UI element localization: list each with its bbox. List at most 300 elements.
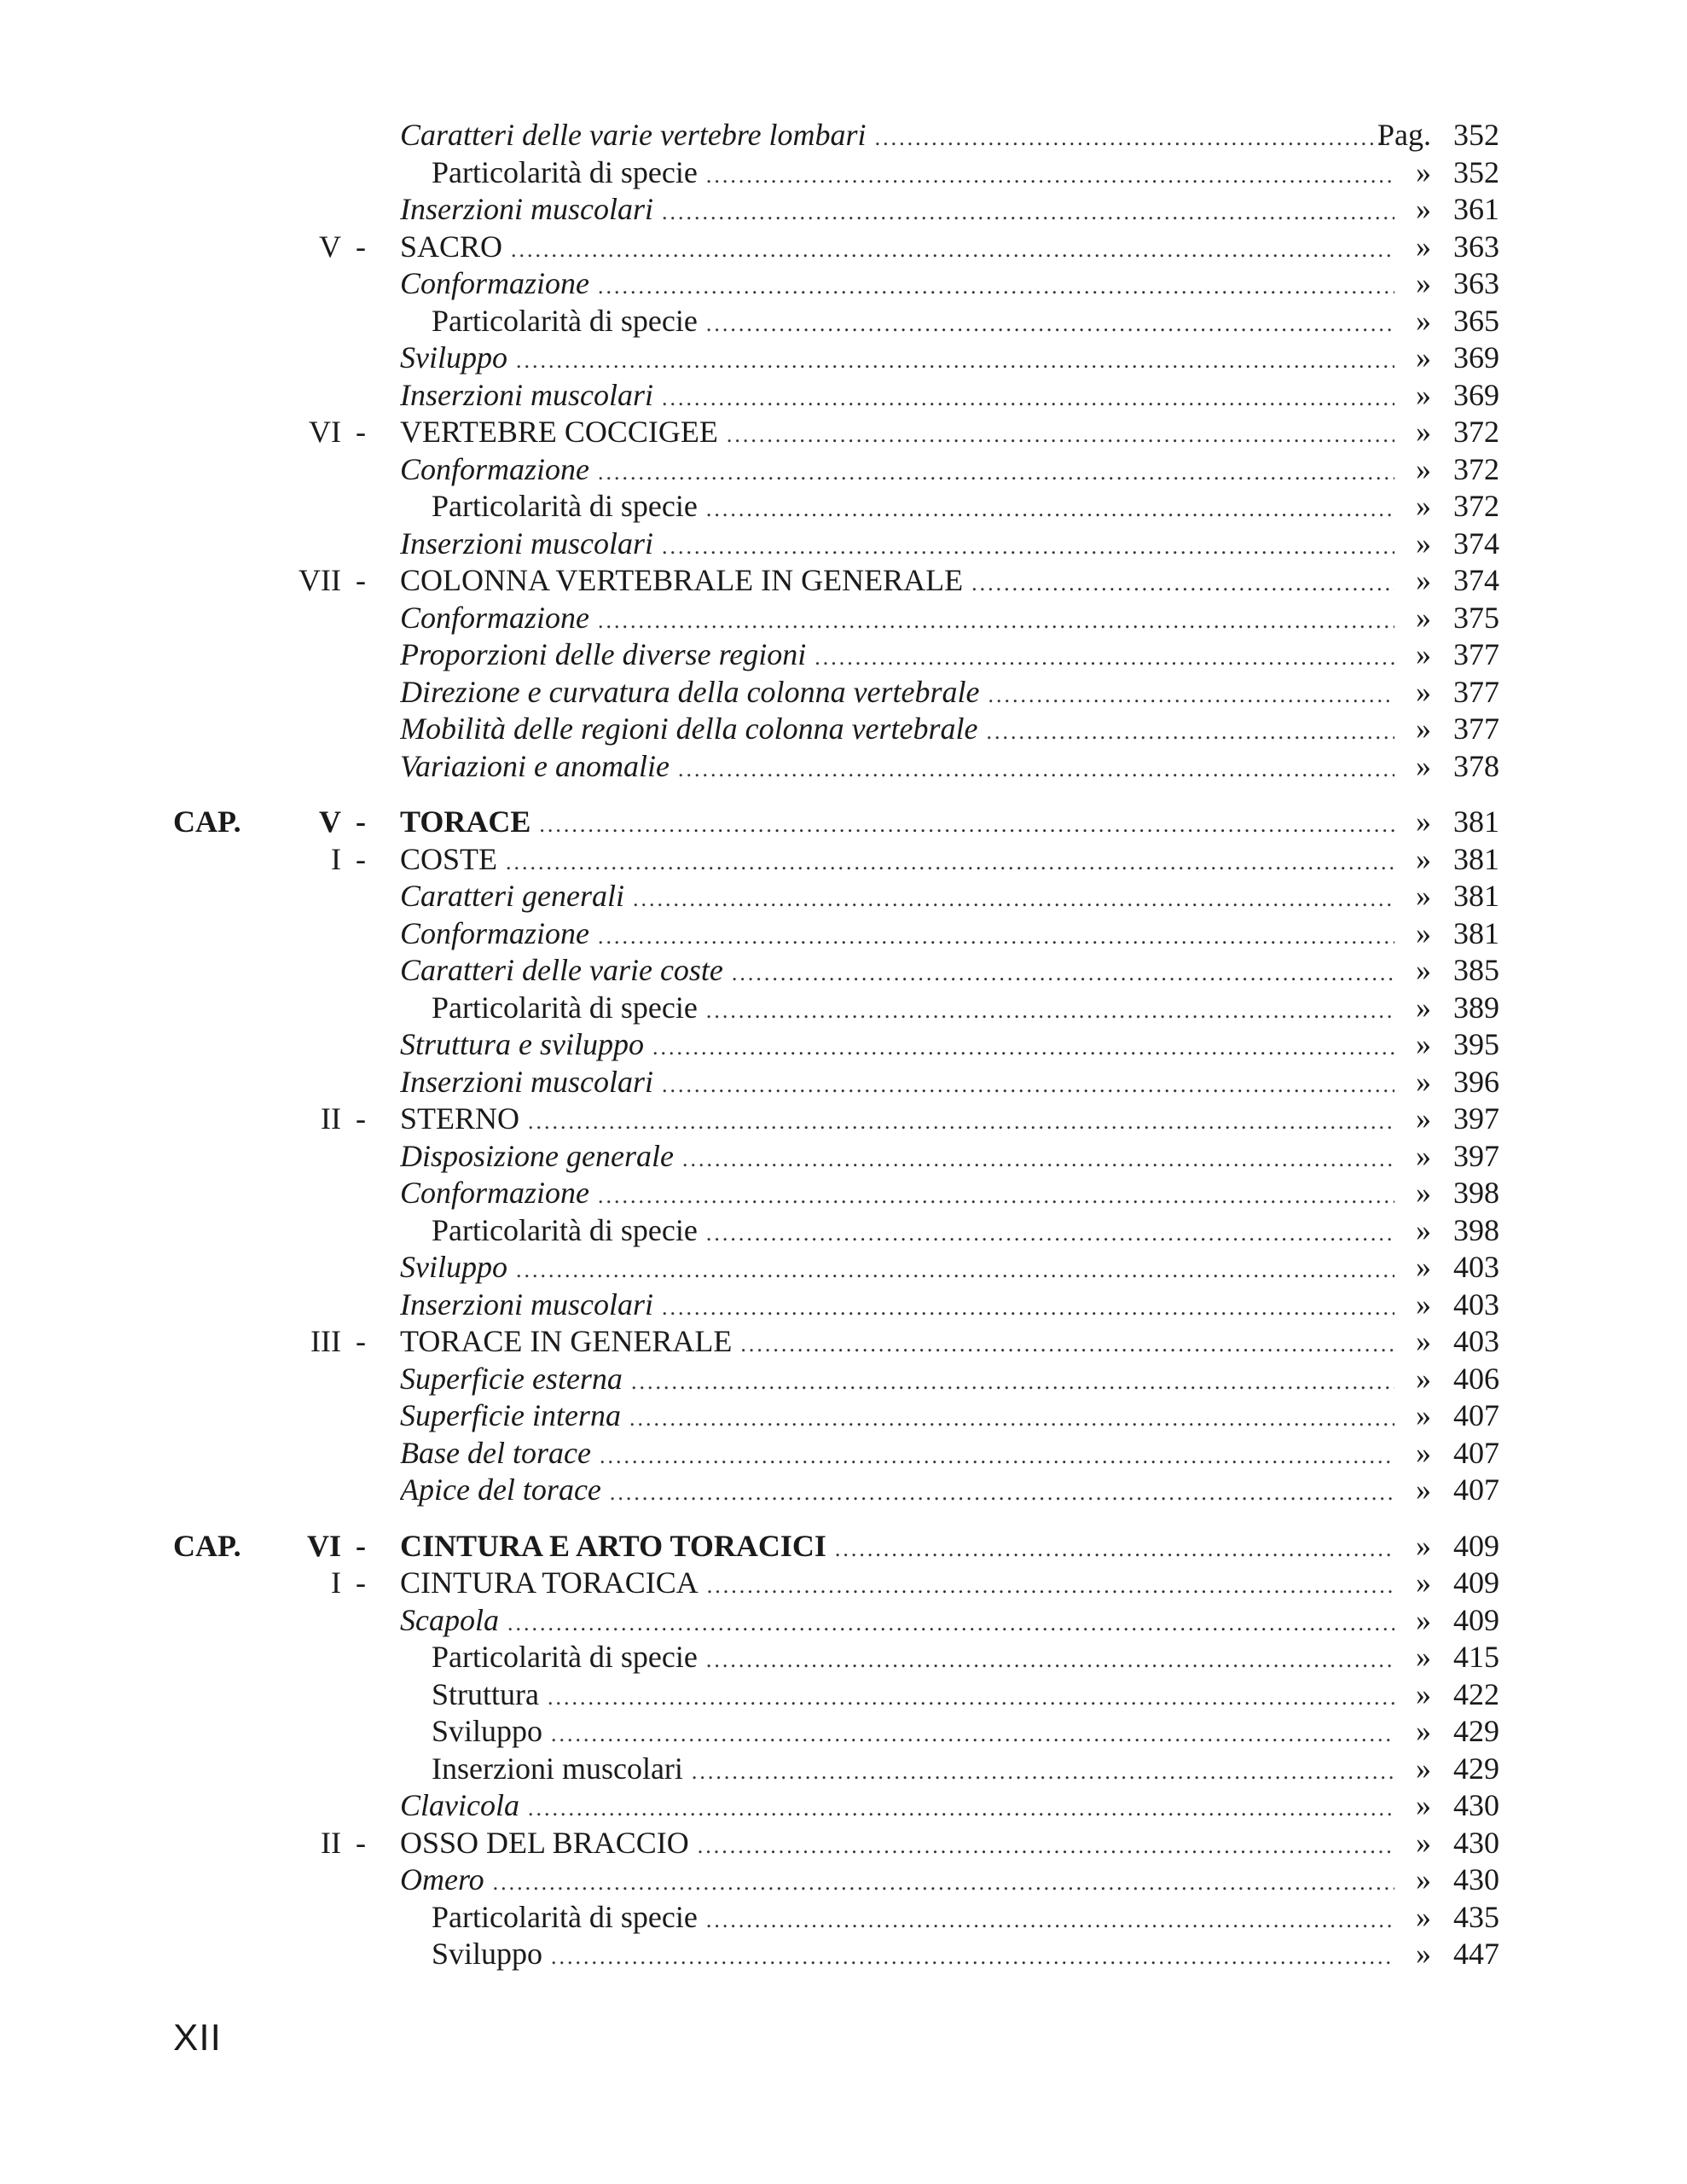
section-numeral: II [321,1825,341,1860]
page-prefix: » [1416,879,1431,913]
page-prefix: » [1416,563,1431,597]
entry-title [400,636,1394,677]
page-ref: 430 [1453,1862,1499,1896]
page-prefix: » [1416,1862,1431,1896]
entry-label: Sviluppo [400,340,507,375]
section-dash: - [356,563,366,597]
entry-title [400,1287,1394,1327]
page-prefix: » [1416,1714,1431,1748]
page-ref: 363 [1453,266,1499,300]
entry-label: VERTEBRE COCCIGEE [400,415,718,449]
entry-title [400,600,1394,640]
page-ref: 398 [1453,1212,1499,1247]
page-ref: 372 [1453,489,1499,523]
entry-label: TORACE [400,804,531,839]
page-prefix: » [1416,1528,1431,1563]
entry-title [400,1064,1394,1104]
entry-title [400,562,1394,602]
page-prefix: » [1416,1435,1431,1470]
entry-label: Disposizione generale [400,1138,674,1173]
page-ref: 403 [1453,1287,1499,1321]
entry-label: Conformazione [400,451,590,486]
toc-entry [0,1676,1687,1714]
dot-leader [707,1567,1394,1605]
dot-leader [692,1753,1394,1791]
section-dash: - [356,415,366,449]
page-ref: 430 [1453,1788,1499,1822]
dot-leader [598,268,1394,305]
dot-leader [598,918,1394,956]
entry-title [400,1397,1394,1438]
entry-label: Direzione e curvatura della colonna vertebrale [400,674,980,709]
entry-label: Caratteri generali [400,879,624,913]
page-ref: 372 [1453,451,1499,486]
toc-entry [0,600,1687,637]
entry-label: CINTURA TORACICA [400,1565,699,1600]
page-prefix: » [1416,377,1431,412]
entry-label: Conformazione [400,600,590,635]
entry-label: Conformazione [400,266,590,300]
entry-label: Clavicola [400,1788,519,1822]
entry-label: Particolarità di specie [432,990,698,1025]
dot-leader [516,342,1394,380]
entry-title [400,1825,1394,1865]
page-prefix: » [1416,526,1431,561]
toc-entry [0,1602,1687,1640]
entry-label: Base del torace [400,1435,591,1470]
page-ref: 378 [1453,748,1499,783]
entry-label: COSTE [400,841,498,876]
entry-label: STERNO [400,1101,520,1136]
page-ref: 398 [1453,1176,1499,1210]
dot-leader [706,1215,1394,1252]
toc-entry [0,191,1687,229]
page-prefix: » [1416,1751,1431,1786]
entry-label: Particolarità di specie [432,489,698,523]
page-prefix: » [1416,915,1431,950]
toc-section-entry [0,1528,1687,1565]
page-prefix: » [1416,1027,1431,1061]
entry-label: Apice del torace [400,1472,601,1507]
toc-entry [0,1138,1687,1176]
entry-label: Inserzioni muscolari [400,377,653,412]
section-dash: - [356,1565,366,1600]
page-ref: 415 [1453,1640,1499,1674]
dot-leader [987,713,1394,751]
entry-title [432,990,1394,1030]
page-ref: 447 [1453,1937,1499,1971]
dot-leader [507,1605,1394,1642]
toc-section-entry [0,841,1687,879]
toc-entry [0,990,1687,1027]
page-ref: 374 [1453,563,1499,597]
page-ref: 375 [1453,600,1499,635]
dot-leader [698,1827,1394,1865]
toc-entry [0,526,1687,563]
entry-title [400,191,1394,231]
entry-title [400,377,1394,417]
toc-entry [0,915,1687,953]
page-prefix: » [1416,303,1431,338]
toc-entry [0,1249,1687,1287]
dot-leader [662,194,1394,231]
toc-section-entry [0,229,1687,266]
dot-leader [727,416,1394,454]
page-prefix: » [1416,1640,1431,1674]
entry-title [400,1602,1394,1642]
page-prefix: Pag. [1377,118,1431,152]
toc-entry [0,674,1687,712]
entry-label: Inserzioni muscolari [400,192,653,226]
toc-entry [0,1026,1687,1064]
entry-title [400,414,1394,454]
dot-leader [988,677,1395,714]
dot-leader [815,639,1394,677]
entry-title [400,1323,1394,1363]
entry-title [432,1639,1394,1679]
entry-label: Sviluppo [400,1250,507,1284]
entry-label: Conformazione [400,915,590,950]
page-ref: 409 [1453,1602,1499,1637]
page-prefix: » [1416,1101,1431,1136]
entry-label: Struttura [432,1676,539,1711]
entry-title [432,303,1394,343]
page-prefix: » [1416,415,1431,449]
page-prefix: » [1416,1138,1431,1173]
page-ref: 381 [1453,879,1499,913]
dot-leader [598,602,1394,640]
section-numeral: VI [309,415,341,449]
dot-leader [662,1289,1394,1327]
page-prefix: » [1416,1472,1431,1507]
section-dash: - [356,1528,366,1563]
page-ref: 435 [1453,1899,1499,1934]
dot-leader [662,528,1394,566]
entry-label: SACRO [400,229,503,264]
page-ref: 397 [1453,1138,1499,1173]
toc-section-entry [0,804,1687,841]
page-prefix: » [1416,489,1431,523]
entry-title [400,841,1394,881]
page-ref: 377 [1453,637,1499,671]
page-prefix: » [1416,1176,1431,1210]
entry-label: TORACE IN GENERALE [400,1324,733,1358]
page-number: XII [173,2017,222,2059]
entry-label: Caratteri delle varie coste [400,953,723,987]
page-ref: 381 [1453,804,1499,839]
page-prefix: » [1416,1287,1431,1321]
toc-entry [0,1862,1687,1899]
toc-entry [0,711,1687,748]
section-numeral: V [319,229,341,264]
page-ref: 407 [1453,1472,1499,1507]
page-prefix: » [1416,748,1431,783]
toc-entry [0,636,1687,674]
section-dash: - [356,804,366,839]
dot-leader [875,119,1394,157]
dot-leader [528,1103,1394,1141]
toc-section-entry [0,1323,1687,1361]
entry-title [432,488,1394,528]
entry-label: Inserzioni muscolari [400,1287,653,1321]
dot-leader [706,1902,1394,1939]
section-numeral: V [319,804,341,839]
toc-entry [0,1936,1687,1973]
entry-label: OSSO DEL BRACCIO [400,1825,689,1860]
page-prefix: » [1416,1825,1431,1860]
section-dash: - [356,841,366,876]
page-ref: 430 [1453,1825,1499,1860]
entry-title [400,340,1394,380]
page-prefix: » [1416,1565,1431,1600]
dot-leader [706,157,1394,195]
dot-leader [652,1029,1394,1066]
entry-label: Particolarità di specie [432,1212,698,1247]
toc-section-entry [0,562,1687,600]
section-numeral: VII [299,563,341,597]
dot-leader [610,1474,1394,1512]
entry-label: Inserzioni muscolari [400,526,653,561]
toc-entry [0,303,1687,340]
page-prefix: » [1416,1398,1431,1432]
page-prefix: » [1416,1937,1431,1971]
dot-leader [678,751,1394,788]
dot-leader [971,565,1394,602]
toc-entry [0,340,1687,377]
toc-entry [0,451,1687,489]
entry-title [432,1936,1394,1976]
dot-leader [551,1716,1394,1753]
entry-title [400,229,1394,269]
dot-leader [631,1363,1394,1401]
page-prefix: » [1416,1324,1431,1358]
section-numeral: VI [306,1528,341,1563]
toc-entry [0,1713,1687,1751]
toc-entry [0,1899,1687,1937]
toc-section-entry [0,1825,1687,1862]
entry-title [400,1175,1394,1215]
page-ref: 396 [1453,1064,1499,1099]
toc-entry [0,1175,1687,1212]
page-prefix: » [1416,229,1431,264]
entry-title [400,526,1394,566]
page-prefix: » [1416,1676,1431,1711]
page-ref: 403 [1453,1250,1499,1284]
dot-leader [706,992,1394,1030]
page-prefix: » [1416,1250,1431,1284]
toc-entry [0,265,1687,303]
toc-entry [0,878,1687,915]
page-prefix: » [1416,804,1431,839]
page-ref: 397 [1453,1101,1499,1136]
page-prefix: » [1416,990,1431,1025]
page-ref: 369 [1453,340,1499,375]
entry-label: Sviluppo [432,1937,543,1971]
entry-title [400,1787,1394,1827]
page-prefix: » [1416,1064,1431,1099]
page-ref: 429 [1453,1714,1499,1748]
entry-label: Struttura e sviluppo [400,1027,644,1061]
page-ref: 377 [1453,674,1499,709]
entry-label: Particolarità di specie [432,154,698,189]
entry-label: Variazioni e anomalie [400,748,670,783]
dot-leader [511,231,1394,269]
section-numeral: I [331,1565,341,1600]
page-ref: 372 [1453,415,1499,449]
dot-leader [493,1864,1394,1902]
entry-title [432,1713,1394,1753]
page-prefix: » [1416,1788,1431,1822]
dot-leader [662,380,1394,417]
page-ref: 422 [1453,1676,1499,1711]
dot-leader [732,955,1394,992]
page-prefix: » [1416,1361,1431,1396]
toc-section-entry [0,1565,1687,1602]
page-ref: 365 [1453,303,1499,338]
page-ref: 429 [1453,1751,1499,1786]
section-numeral: II [321,1101,341,1136]
dot-leader [835,1531,1394,1568]
page-prefix: » [1416,154,1431,189]
toc-entry [0,952,1687,990]
entry-title [400,1101,1394,1141]
page-ref: 403 [1453,1324,1499,1358]
page-prefix: » [1416,841,1431,876]
dot-leader [740,1326,1394,1363]
entry-label: Sviluppo [432,1714,543,1748]
entry-title [432,154,1394,195]
entry-label: COLONNA VERTEBRALE IN GENERALE [400,563,964,597]
page-prefix: » [1416,192,1431,226]
page-ref: 352 [1453,154,1499,189]
entry-label: Particolarità di specie [432,1640,698,1674]
chapter-label: CAP. [173,804,241,839]
entry-title [432,1899,1394,1939]
dot-leader [629,1400,1394,1438]
dot-leader [706,491,1394,528]
dot-leader [598,1177,1394,1215]
entry-title [400,1472,1394,1512]
entry-title [400,117,1394,157]
page-ref: 406 [1453,1361,1499,1396]
toc-entry [0,1787,1687,1825]
dot-leader [706,1641,1394,1679]
page-ref: 407 [1453,1435,1499,1470]
page-prefix: » [1416,340,1431,375]
dot-leader [633,880,1394,918]
entry-label: Inserzioni muscolari [400,1064,653,1099]
page-ref: 361 [1453,192,1499,226]
entry-title [400,674,1394,714]
entry-label: Superficie esterna [400,1361,623,1396]
entry-label: Scapola [400,1602,499,1637]
table-of-contents [0,117,1687,1973]
dot-leader [600,1438,1394,1475]
page-ref: 381 [1453,915,1499,950]
dot-leader [706,305,1394,343]
entry-label: Omero [400,1862,484,1896]
entry-title [400,878,1394,918]
page-ref: 381 [1453,841,1499,876]
page-prefix: » [1416,1212,1431,1247]
page-prefix: » [1416,637,1431,671]
section-numeral: I [331,841,341,876]
toc-entry [0,748,1687,786]
entry-title [400,1138,1394,1178]
page-ref: 407 [1453,1398,1499,1432]
entry-title [400,711,1394,751]
entry-title [400,952,1394,992]
dot-leader [551,1938,1394,1976]
entry-label: Proporzioni delle diverse regioni [400,637,807,671]
page-prefix: » [1416,1602,1431,1637]
page-prefix: » [1416,600,1431,635]
toc-entry [0,377,1687,415]
toc-entry [0,1639,1687,1676]
entry-title [400,1862,1394,1902]
entry-title [400,748,1394,788]
page-ref: 363 [1453,229,1499,264]
entry-title [400,1026,1394,1066]
toc-entry [0,1472,1687,1509]
entry-label: Inserzioni muscolari [432,1751,683,1786]
toc-entry [0,1751,1687,1788]
entry-title [432,1751,1394,1791]
page-prefix: » [1416,1899,1431,1934]
dot-leader [598,454,1394,491]
page-ref: 389 [1453,990,1499,1025]
entry-label: Particolarità di specie [432,303,698,338]
page-ref: 409 [1453,1528,1499,1563]
toc-section-entry [0,1101,1687,1138]
entry-title [400,915,1394,956]
dot-leader [539,806,1394,844]
section-dash: - [356,1101,366,1136]
toc-entry [0,117,1687,154]
section-dash: - [356,1324,366,1358]
page-ref: 409 [1453,1565,1499,1600]
dot-leader [662,1066,1394,1104]
dot-leader [516,1252,1394,1289]
dot-leader [506,844,1394,881]
dot-leader [682,1141,1394,1178]
section-dash: - [356,1825,366,1860]
entry-title [400,1528,1394,1568]
toc-entry [0,488,1687,526]
page-prefix: » [1416,712,1431,746]
toc-entry [0,1397,1687,1435]
page-prefix: » [1416,674,1431,709]
dot-leader [548,1679,1394,1716]
toc-entry [0,1361,1687,1398]
entry-label: Superficie interna [400,1398,621,1432]
entry-title [400,1249,1394,1289]
entry-title [400,1361,1394,1401]
toc-entry [0,1064,1687,1101]
toc-entry [0,1287,1687,1324]
section-numeral: III [310,1324,341,1358]
entry-title [432,1676,1394,1716]
dot-leader [528,1790,1394,1827]
entry-label: CINTURA E ARTO TORACICI [400,1528,826,1563]
toc-entry [0,1212,1687,1250]
entry-label: Particolarità di specie [432,1899,698,1934]
page-prefix: » [1416,953,1431,987]
page-ref: 377 [1453,712,1499,746]
entry-label: Caratteri delle varie vertebre lombari [400,118,867,152]
entry-title [400,451,1394,491]
entry-label: Mobilità delle regioni della colonna vertebrale [400,712,978,746]
